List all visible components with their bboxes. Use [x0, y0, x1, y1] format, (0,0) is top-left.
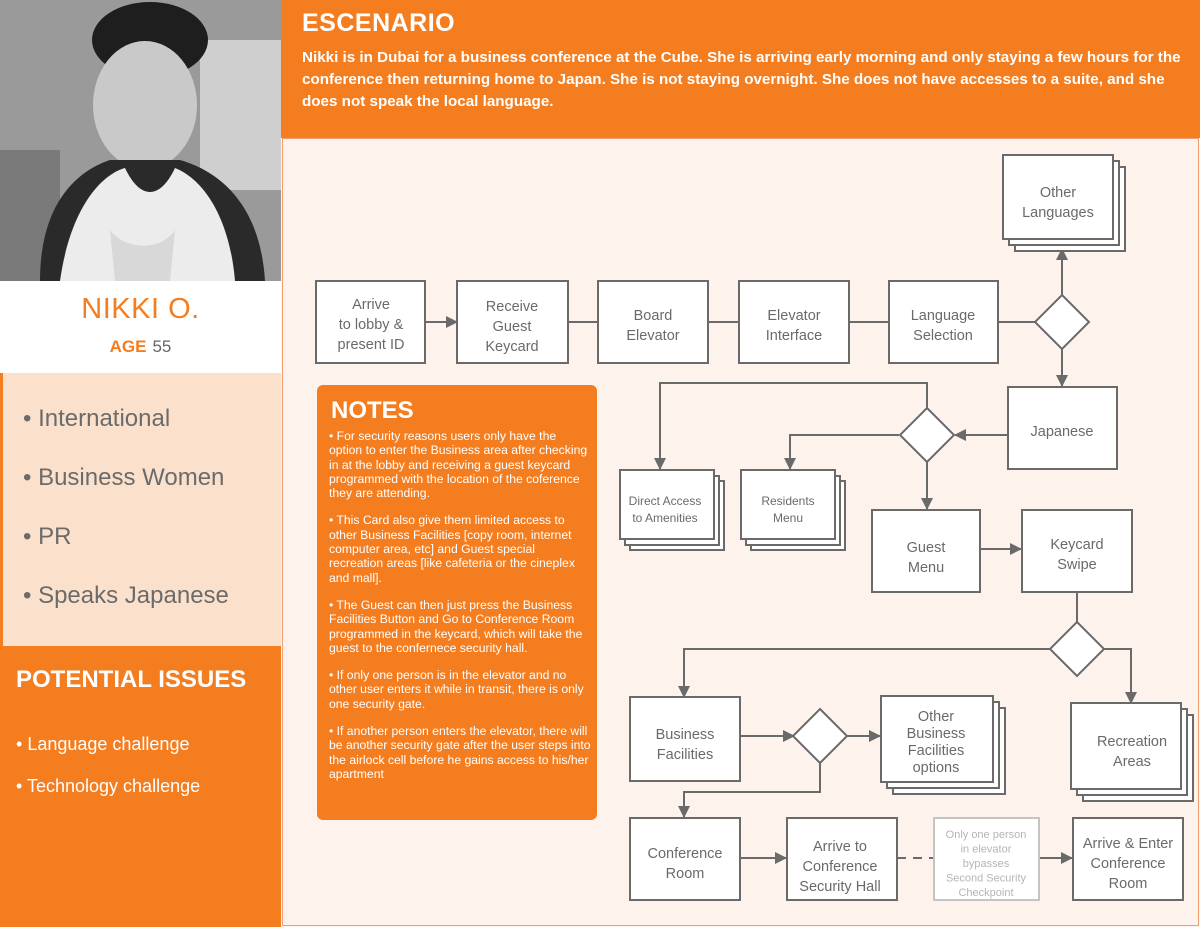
node-label-line: Receive	[485, 299, 539, 316]
node-label-line: Menu	[907, 560, 945, 577]
notes-title: NOTES	[331, 397, 414, 424]
node-label-line: Other	[1039, 185, 1077, 202]
node-label-line: Swipe	[1057, 557, 1097, 574]
node-label-line: to Amenities	[632, 511, 698, 526]
node-label-line: Other	[917, 709, 955, 726]
node-business-facilities	[630, 697, 740, 781]
connector-arrow	[790, 435, 899, 469]
note-item: • The Guest can then just press the Business Facilities Button and Go to Conference Room programmed in the keycard, which will take the guest to the confernece security hall.	[329, 597, 583, 655]
scenario-text: Nikki is in Dubai for a business conference at the Cube. She is arriving early morning and only staying a few hours for the conference then returning home to Japan. She is not staying overnight. She does not have accesses to a suite, and she does not speak the local language.	[302, 49, 1181, 110]
connector-arrow	[1104, 649, 1131, 703]
node-elevator-interface	[739, 281, 849, 363]
note-item: • If another person enters the elevator, there will be another security gate after the user steps into the airlock cell before he gains access to his/her apartment	[329, 724, 591, 781]
node-guest-menu	[872, 510, 980, 592]
connector-arrow	[660, 383, 927, 469]
node-label-line: Languages	[1022, 205, 1094, 222]
node-japanese	[1008, 387, 1117, 469]
node-label-line: Business	[655, 727, 715, 744]
node-label-line: Direct Access	[628, 494, 702, 509]
node-other-business	[881, 696, 993, 782]
node-language-selection	[889, 281, 998, 363]
connector-arrow	[684, 649, 1050, 697]
decision-diamond	[1050, 622, 1104, 676]
node-label-line: Checkpoint	[958, 886, 1014, 899]
node-label-line: Conference	[647, 846, 723, 863]
node-recreation-areas	[1071, 703, 1181, 789]
node-one-person	[934, 818, 1039, 900]
node-label-line: Room	[1108, 876, 1148, 893]
decision-diamond	[1035, 295, 1089, 349]
node-label-line: Guest	[492, 319, 532, 336]
node-label-line: Second Security	[945, 872, 1027, 885]
node-label-line: Only one person	[945, 828, 1027, 841]
node-label-line: bypasses	[962, 857, 1010, 870]
node-label-line: to lobby &	[338, 317, 404, 334]
node-label-line: Business	[906, 726, 966, 743]
scenario-title: ESCENARIO	[302, 9, 456, 37]
node-direct-access	[620, 470, 714, 539]
node-label-line: Conference	[1090, 856, 1166, 873]
note-item: • For security reasons users only have the option to enter the Business area after checking in at the lobby and receiving a guest keycard programmed with the location of the coference they are attending.	[329, 429, 588, 501]
node-enter-room	[1073, 818, 1183, 900]
node-label-line: Board	[633, 308, 673, 325]
node-receive-keycard	[457, 281, 568, 363]
node-label-line: options	[912, 760, 960, 777]
node-label-line: Facilities	[907, 743, 965, 760]
node-label-line: Elevator	[626, 328, 680, 345]
node-label-line: Selection	[913, 328, 973, 345]
node-label-line: Residents	[761, 494, 815, 509]
node-label-line: Elevator	[767, 308, 821, 325]
node-label-line: Recreation	[1096, 734, 1168, 751]
node-keycard-swipe	[1022, 510, 1132, 592]
node-label-line: Arrive	[352, 297, 390, 314]
node-label-line: Language	[910, 308, 976, 325]
node-label-line: Interface	[765, 328, 823, 345]
svg-text:ReceiveGuestKeycard	[485, 299, 538, 355]
potential-issues-title: POTENTIAL ISSUES	[16, 666, 247, 693]
node-label-line: Menu	[772, 511, 804, 526]
trait-item: • Business Women	[23, 464, 225, 491]
notes-body	[329, 429, 591, 794]
node-label-line: Areas	[1113, 754, 1151, 771]
trait-item: • International	[23, 405, 171, 432]
node-label-line: Japanese	[1030, 424, 1094, 441]
node-label-line: Keycard	[1050, 537, 1104, 554]
node-label-line: Facilities	[656, 747, 714, 764]
persona-name: NIKKI O.	[81, 293, 200, 325]
issue-item: • Technology challenge	[16, 776, 201, 796]
node-label-line: Room	[665, 866, 705, 883]
node-board-elevator	[598, 281, 708, 363]
node-residents-menu	[741, 470, 835, 539]
node-label-line: Guest	[906, 540, 946, 557]
notes-panel	[317, 385, 597, 820]
age-label: AGE	[109, 337, 147, 356]
node-label-line: in elevator	[960, 843, 1012, 856]
node-arrive-lobby	[316, 281, 425, 363]
node-label-line: Arrive & Enter	[1082, 836, 1174, 853]
issue-item: • Language challenge	[16, 734, 190, 754]
trait-item: • Speaks Japanese	[23, 582, 229, 609]
node-other-languages	[1003, 155, 1113, 239]
node-security-hall	[787, 818, 897, 900]
svg-text:Japanese	[1031, 424, 1094, 440]
decision-diamond	[793, 709, 847, 763]
node-label-line: present ID	[337, 337, 405, 354]
node-label-line: Security Hall	[799, 879, 881, 896]
age-value: 55	[152, 337, 172, 356]
node-label-line: Keycard	[485, 339, 539, 356]
note-item: • This Card also give them limited access to other Business Facilities [copy room, internet computer area, etc] and Guest special recreation areas [like cafeteria or the cineplex and mall].	[329, 513, 575, 585]
note-item: • If only one person is in the elevator and no other user enters it while in transit, there is only one security gate.	[329, 668, 584, 711]
node-label-line: Conference	[802, 859, 878, 876]
node-label-line: Arrive to	[813, 839, 867, 856]
node-conference-room	[630, 818, 740, 900]
decision-diamond	[900, 408, 954, 462]
trait-item: • PR	[23, 523, 72, 550]
